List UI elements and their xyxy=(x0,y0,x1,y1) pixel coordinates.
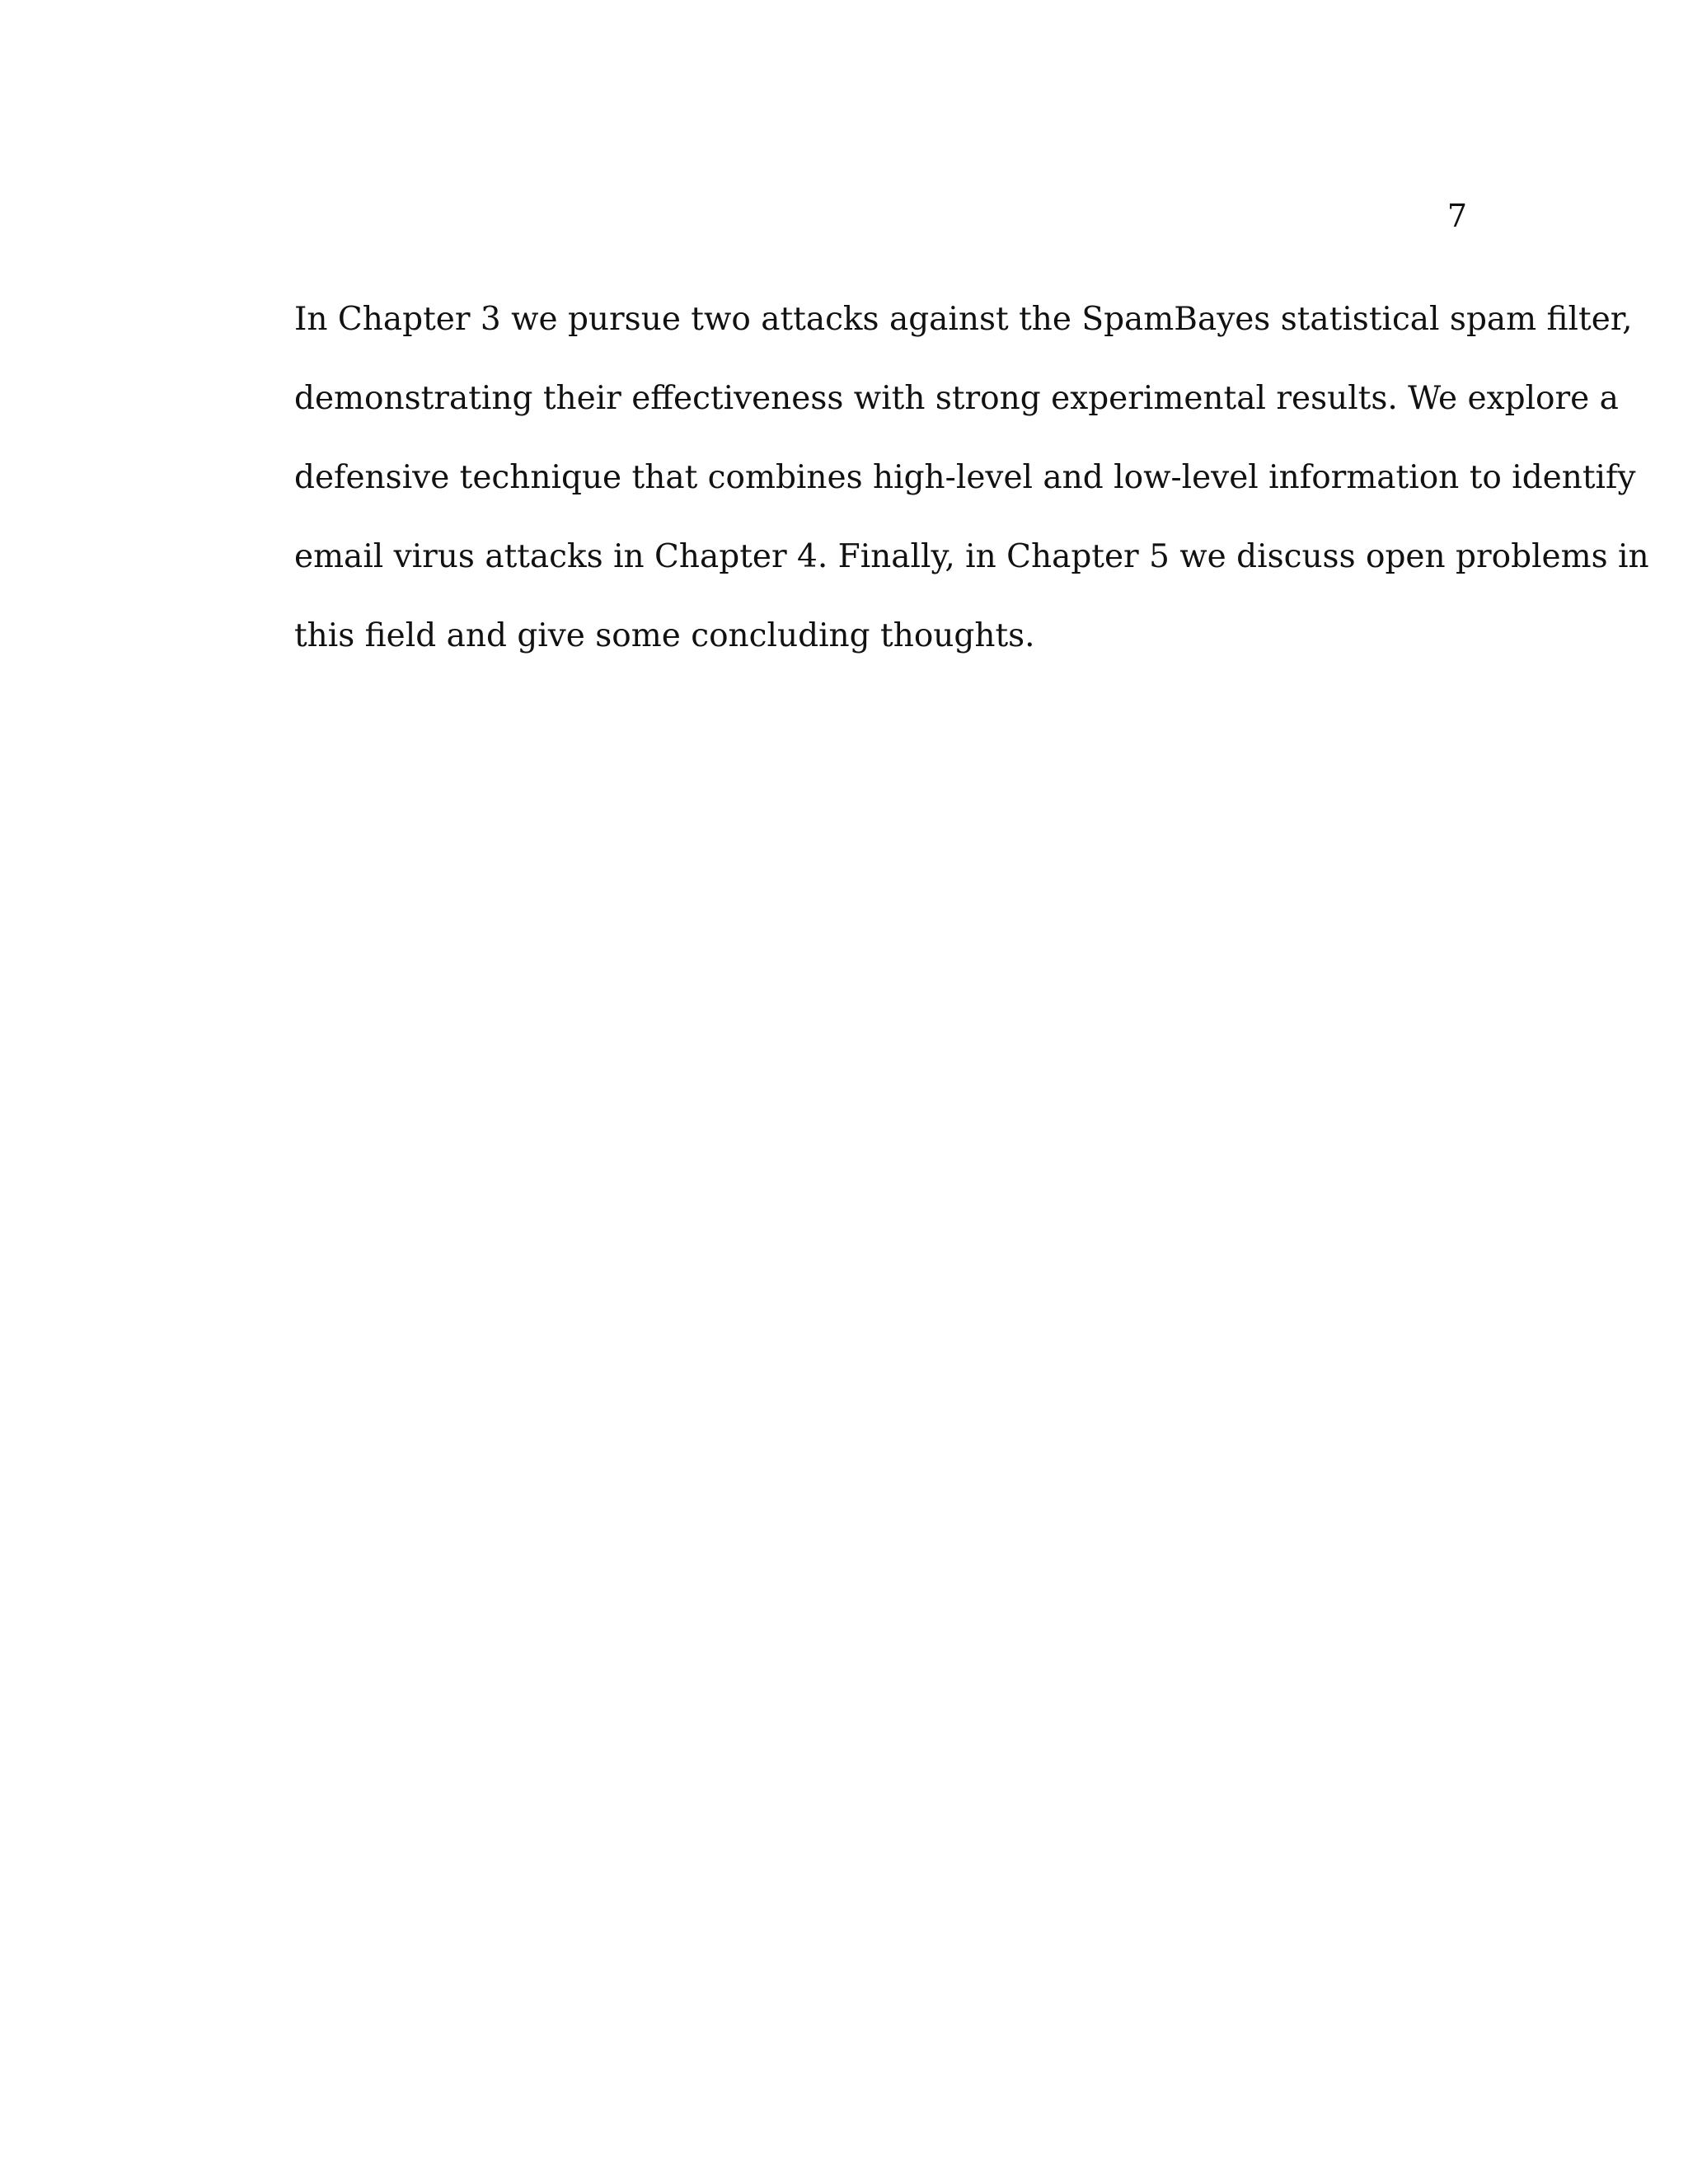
body-paragraph xyxy=(294,297,1649,692)
paragraph-line: email virus attacks in Chapter 4. Finally, in Chapter 5 we discuss open problems in xyxy=(294,538,1649,575)
paragraph-line: demonstrating their effectiveness with strong experimental results. We explore a xyxy=(294,380,1619,417)
paragraph-line: In Chapter 3 we pursue two attacks against the SpamBayes statistical spam filter, xyxy=(294,301,1633,338)
page-number: 7 xyxy=(1447,198,1467,234)
paragraph-line: defensive technique that combines high-level and low-level information to identify xyxy=(294,459,1636,496)
paragraph-line: this field and give some concluding thoughts. xyxy=(294,617,1035,654)
